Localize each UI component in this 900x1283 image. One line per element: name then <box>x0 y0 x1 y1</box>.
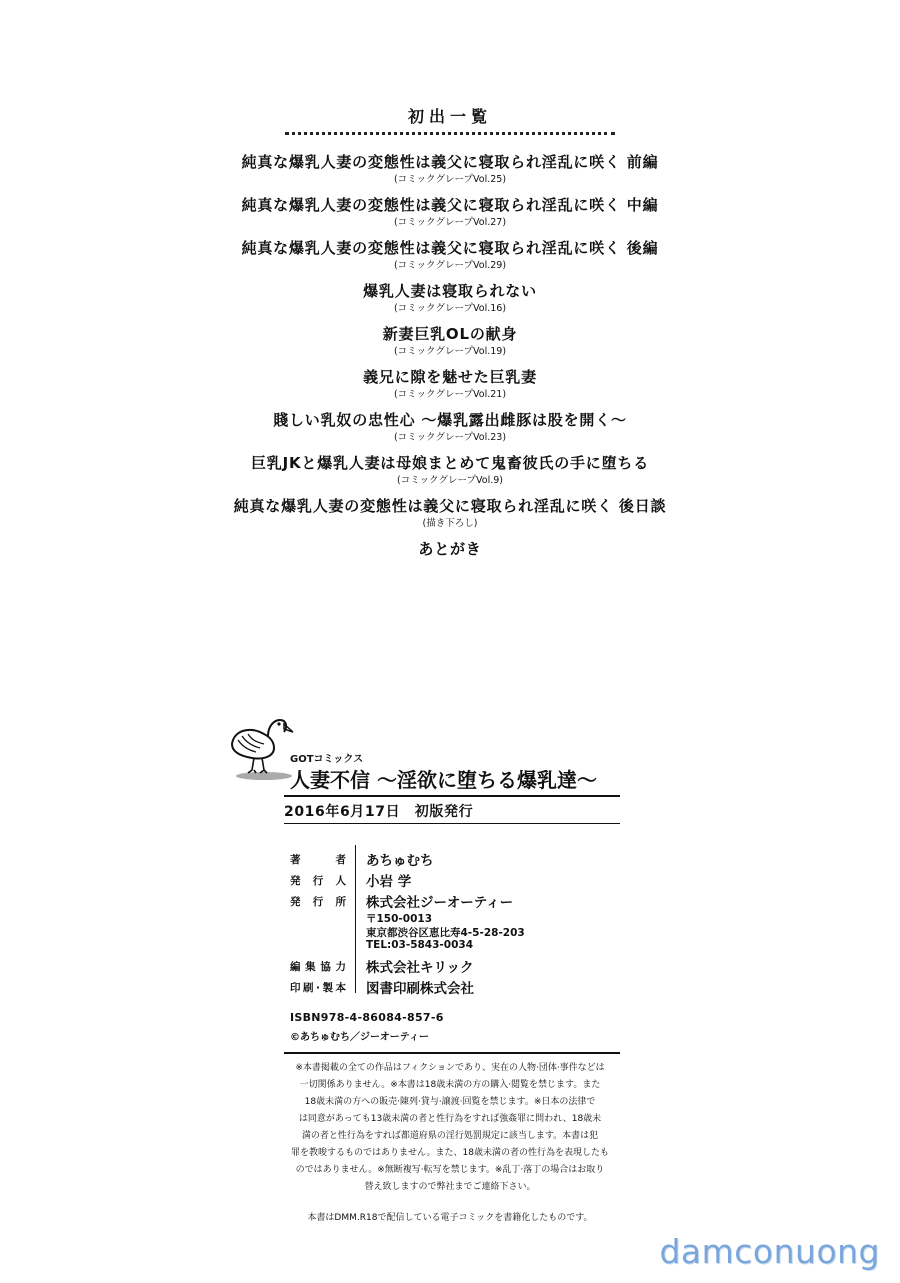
entry-title: 爆乳人妻は寝取られない <box>363 282 537 300</box>
street-address: 東京都渋谷区恵比寿4-5-28-203 <box>366 927 525 939</box>
entry-title: 純真な爆乳人妻の変態性は義父に寝取られ淫乱に咲く 中編 <box>241 196 659 214</box>
dotted-rule <box>285 132 615 135</box>
entry-source: (コミックグレープVol.23) <box>393 432 507 443</box>
notice-line: ※本書掲載の全ての作品はフィクションであり、実在の人物·団体·事件などは <box>295 1063 605 1073</box>
entry-title: 純真な爆乳人妻の変態性は義父に寝取られ淫乱に咲く 前編 <box>241 153 659 171</box>
divider <box>284 795 620 797</box>
credits-divider <box>355 845 356 993</box>
notice-line: は同意があっても13歳未満の者と性行為をすれば強姦罪に問われ、18歳未 <box>298 1114 602 1124</box>
list-item <box>0 453 900 488</box>
entry-source: (コミックグレープVol.21) <box>393 389 507 400</box>
author-label: 著 者 <box>290 854 346 866</box>
entry-source: (コミックグレープVol.27) <box>393 217 507 228</box>
entry-source: (描き下ろし) <box>422 518 478 529</box>
notice-line: 一切関係ありません。※本書は18歳未満の方の購入·閲覧を禁じます。また <box>299 1080 601 1090</box>
notice-line: 罪を教唆するものではありません。また、18歳未満の者の性行為を表現したも <box>291 1148 609 1158</box>
list-item <box>0 324 900 359</box>
entry-source: (コミックグレープVol.29) <box>393 260 507 271</box>
notice-line: 替え致しますので弊社までご連絡下さい。 <box>364 1182 536 1192</box>
series-label: GOTコミックス <box>290 754 364 765</box>
publisher-person: 小岩 学 <box>366 874 412 890</box>
isbn: ISBN978-4-86084-857-6 <box>290 1011 444 1024</box>
copyright: ©あちゅむち／ジーオーティー <box>290 1032 429 1043</box>
list-item <box>0 281 900 316</box>
entry-source: (コミックグレープVol.25) <box>393 174 507 185</box>
list-item <box>0 367 900 402</box>
watermark: damconuong <box>659 1232 880 1271</box>
notice-line: のではありません。※無断複写·転写を禁じます。※乱丁·落丁の場合はお取り <box>295 1165 605 1175</box>
entry-source: (コミックグレープVol.16) <box>393 303 507 314</box>
author-name: あちゅむち <box>366 853 434 869</box>
publisher-name: 株式会社ジーオーティー <box>366 895 514 911</box>
printing-label: 印刷·製本 <box>290 982 346 994</box>
entry-title: 純真な爆乳人妻の変態性は義父に寝取られ淫乱に咲く 後編 <box>241 239 659 257</box>
phone-number: TEL:03-5843-0034 <box>366 939 473 951</box>
entry-title: 義兄に隙を魅せた巨乳妻 <box>363 368 537 386</box>
notice-line: 18歳未満の方への販売·陳列·貸与·譲渡·回覧を禁じます。※日本の法律で <box>304 1097 596 1107</box>
list-item <box>0 496 900 531</box>
divider <box>284 1052 620 1054</box>
list-item <box>0 152 900 187</box>
entry-title: 賤しい乳奴の忠性心 〜爆乳露出雌豚は股を開く〜 <box>273 411 627 429</box>
editing-label: 編集協力 <box>290 961 346 973</box>
entry-source: (コミックグレープVol.19) <box>393 346 507 357</box>
editing-company: 株式会社キリック <box>366 960 474 976</box>
divider <box>284 823 620 824</box>
notice-line: 満の者と性行為をすれば都道府県の淫行処罰規定に該当します。本書は犯 <box>301 1131 599 1141</box>
printing-company: 図書印刷株式会社 <box>366 981 474 997</box>
list-item <box>0 195 900 230</box>
list-item <box>0 539 900 559</box>
entry-title: あとがき <box>418 540 482 558</box>
list-item <box>0 410 900 445</box>
list-item <box>0 238 900 273</box>
book-title: 人妻不信 〜淫欲に堕ちる爆乳達〜 <box>290 768 597 792</box>
edition-date: 2016年6月17日 初版発行 <box>284 804 474 820</box>
entry-title: 新妻巨乳OLの献身 <box>382 325 518 343</box>
publisher-person-label: 発行人 <box>290 875 346 887</box>
publisher-label: 発行所 <box>290 896 346 908</box>
contents-heading: 初出一覧 <box>407 107 492 126</box>
bird-logo-icon <box>224 710 294 782</box>
entry-source: (コミックグレープVol.9) <box>396 475 504 486</box>
postal-code: 〒150-0013 <box>366 913 432 925</box>
footer-note: 本書はDMM.R18で配信している電子コミックを書籍化したものです。 <box>307 1213 593 1223</box>
entry-title: 巨乳JKと爆乳人妻は母娘まとめて鬼畜彼氏の手に堕ちる <box>250 454 649 472</box>
entry-title: 純真な爆乳人妻の変態性は義父に寝取られ淫乱に咲く 後日談 <box>233 497 667 515</box>
